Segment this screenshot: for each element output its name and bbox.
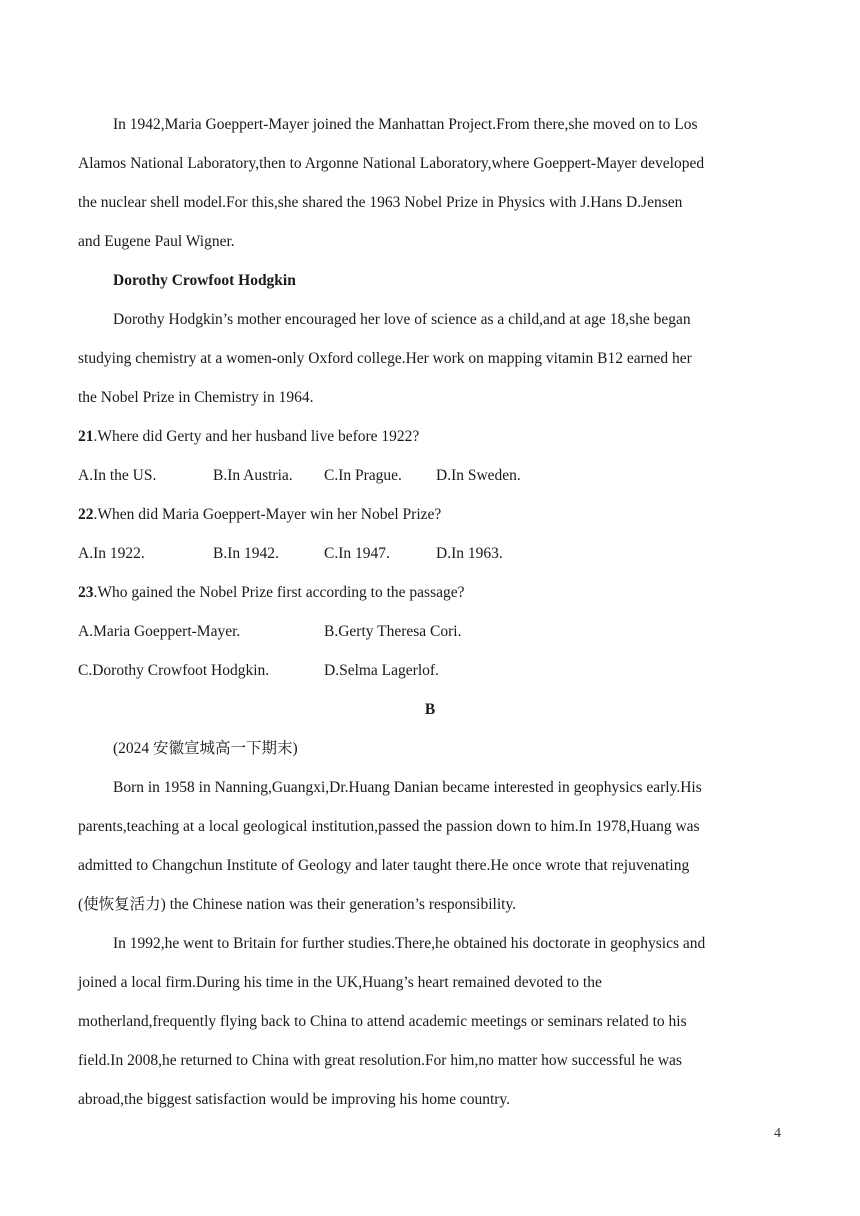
section-label: B [424,701,436,718]
paragraph-line: motherland,frequently flying back to China to attend academic meetings or seminars related to his [78,1013,687,1030]
question-23 [78,583,465,603]
question-number: 21 [78,428,94,445]
paragraph-line: the Nobel Prize in Chemistry in 1964. [78,389,314,406]
question-number: 22 [78,506,94,523]
paragraph-line: abroad,the biggest satisfaction would be improving his home country. [78,1091,511,1108]
option-c: C.In Prague. [324,467,402,484]
option-a: A.In 1922. [78,545,145,562]
option-d: D.In Sweden. [436,467,521,484]
paragraph-line: parents,teaching at a local geological institution,passed the passion down to him.In 1978,Huang was [78,818,700,835]
paragraph-line: and Eugene Paul Wigner. [78,233,235,250]
option-b: B.Gerty Theresa Cori. [324,623,462,640]
option-b: B.In Austria. [213,467,293,484]
option-a: A.Maria Goeppert-Mayer. [78,623,241,640]
option-c: C.Dorothy Crowfoot Hodgkin. [78,662,270,679]
option-a: A.In the US. [78,467,157,484]
paragraph-line: joined a local firm.During his time in the UK,Huang’s heart remained devoted to the [78,974,602,991]
paragraph-line: field.In 2008,he returned to China with great resolution.For him,no matter how successful he was [78,1052,682,1069]
source-note: (2024 安徽宣城高一下期末) [113,740,298,757]
paragraph-line: Alamos National Laboratory,then to Argonne National Laboratory,where Goeppert-Mayer developed [78,155,705,172]
option-d: D.Selma Lagerlof. [324,662,439,679]
paragraph-line: In 1992,he went to Britain for further studies.There,he obtained his doctorate in geophysics and [113,935,706,952]
paragraph-line: In 1942,Maria Goeppert-Mayer joined the Manhattan Project.From there,she moved on to Los [113,116,698,133]
option-b: B.In 1942. [213,545,279,562]
paragraph-line: Dorothy Hodgkin’s mother encouraged her love of science as a child,and at age 18,she began [113,311,691,328]
paragraph-line: studying chemistry at a women-only Oxford college.Her work on mapping vitamin B12 earned her [78,350,692,367]
question-text: .When did Maria Goeppert-Mayer win her Nobel Prize? [93,506,442,523]
question-21 [78,427,419,447]
option-c: C.In 1947. [324,545,390,562]
paragraph-line: the nuclear shell model.For this,she shared the 1963 Nobel Prize in Physics with J.Hans D.Jensen [78,194,683,211]
page-number: 4 [774,1126,781,1141]
question-number: 23 [78,584,94,601]
question-text: .Where did Gerty and her husband live before 1922? [93,428,420,445]
question-22 [78,505,441,525]
paragraph-line: Born in 1958 in Nanning,Guangxi,Dr.Huang Danian became interested in geophysics early.His [113,779,702,796]
paragraph-line: admitted to Changchun Institute of Geology and later taught there.He once wrote that rejuvenating [78,857,690,874]
option-d: D.In 1963. [436,545,503,562]
question-text: .Who gained the Nobel Prize first according to the passage? [93,584,465,601]
paragraph-line: (使恢复活力) the Chinese nation was their generation’s responsibility. [78,896,517,913]
section-heading: Dorothy Crowfoot Hodgkin [113,272,296,289]
